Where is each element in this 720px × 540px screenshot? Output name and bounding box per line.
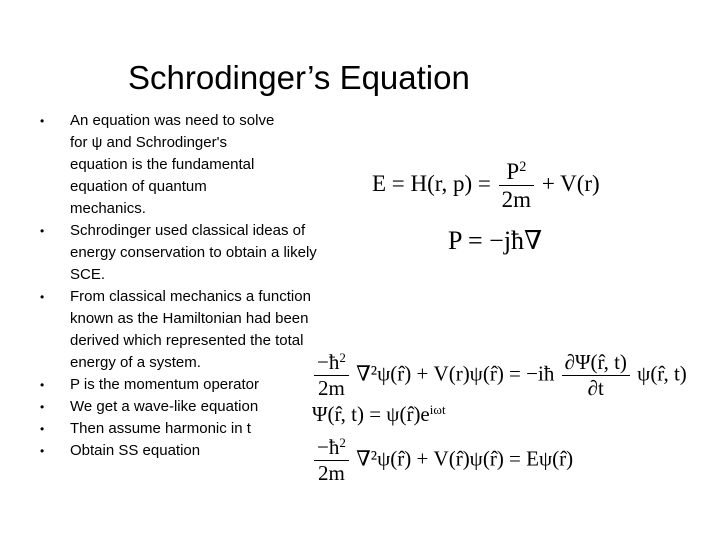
bullet-text: Schrodinger used classical ideas of energy conservation to obtain a likely SCE. xyxy=(70,222,317,283)
energy-fraction xyxy=(499,160,534,211)
ss-rhs: ∇²ψ(r̂) + V(r̂)ψ(r̂) = Eψ(r̂) xyxy=(356,446,574,471)
bullet-text: Then assume harmonic in t xyxy=(70,420,251,437)
wave-frac1-num-sup: 2 xyxy=(339,349,346,365)
wave-frac2-num: ∂Ψ(r̂, t) xyxy=(562,352,630,376)
bullet-dot: • xyxy=(40,444,45,458)
wave-mid: ∇²ψ(r̂) + V(r)ψ(r̂) = −iħ xyxy=(356,361,555,386)
bullet-item xyxy=(0,374,350,396)
bullet-dot: • xyxy=(40,400,45,414)
steady-state-equation xyxy=(312,434,574,485)
bullet-text: From classical mechanics a function known as the Hamiltonian had been derived which represented the total energy of a system. xyxy=(70,288,311,371)
bullet-list xyxy=(0,110,360,462)
wave-frac1-num: −ħ xyxy=(317,350,340,374)
momentum-rhs: = −jħ∇ xyxy=(468,226,543,255)
bullet-text: P is the momentum operator xyxy=(70,376,259,393)
energy-frac-den: 2m xyxy=(501,187,532,212)
bullet-dot: • xyxy=(40,114,45,128)
energy-lhs: E = H(r, p) = xyxy=(372,170,491,196)
ss-frac-den: 2m xyxy=(318,461,345,485)
bullet-dot: • xyxy=(40,290,45,304)
harmonic-lhs: Ψ(r̂, t) = ψ(r̂)e xyxy=(312,402,430,426)
wave-fraction-1 xyxy=(314,349,349,400)
ss-frac-num-sup: 2 xyxy=(339,434,346,450)
wave-frac2-den: ∂t xyxy=(587,376,604,400)
wave-frac1-den: 2m xyxy=(318,376,345,400)
bullet-item xyxy=(0,286,350,374)
bullet-dot: • xyxy=(40,224,45,238)
energy-equation xyxy=(372,160,600,211)
harmonic-exponent: iωt xyxy=(429,401,446,417)
bullet-item xyxy=(0,440,350,462)
wave-equation xyxy=(312,349,687,400)
wave-tail: ψ(r̂, t) xyxy=(637,361,687,386)
harmonic-equation xyxy=(312,401,446,426)
energy-frac-num: P xyxy=(506,159,520,184)
momentum-lhs: P xyxy=(448,226,462,255)
energy-frac-num-sup: 2 xyxy=(519,159,527,176)
energy-rhs: + V(r) xyxy=(541,170,600,196)
ss-fraction xyxy=(314,434,349,485)
ss-frac-num: −ħ xyxy=(317,435,340,459)
bullet-text: We get a wave-like equation xyxy=(70,398,259,415)
bullet-text: Obtain SS equation xyxy=(70,442,201,459)
momentum-equation xyxy=(448,228,542,254)
bullet-text: An equation was need to solve for ψ and Schrodinger's equation is the fundamental equation of quantum mechanics. xyxy=(70,112,275,217)
slide-title: Schrodinger’s Equation xyxy=(128,59,470,96)
bullet-item xyxy=(0,396,350,418)
wave-fraction-2 xyxy=(562,352,630,399)
bullet-item xyxy=(0,418,350,440)
bullet-item xyxy=(0,220,350,286)
bullet-item xyxy=(0,110,285,220)
bullet-dot: • xyxy=(40,378,45,392)
bullet-dot: • xyxy=(40,422,45,436)
